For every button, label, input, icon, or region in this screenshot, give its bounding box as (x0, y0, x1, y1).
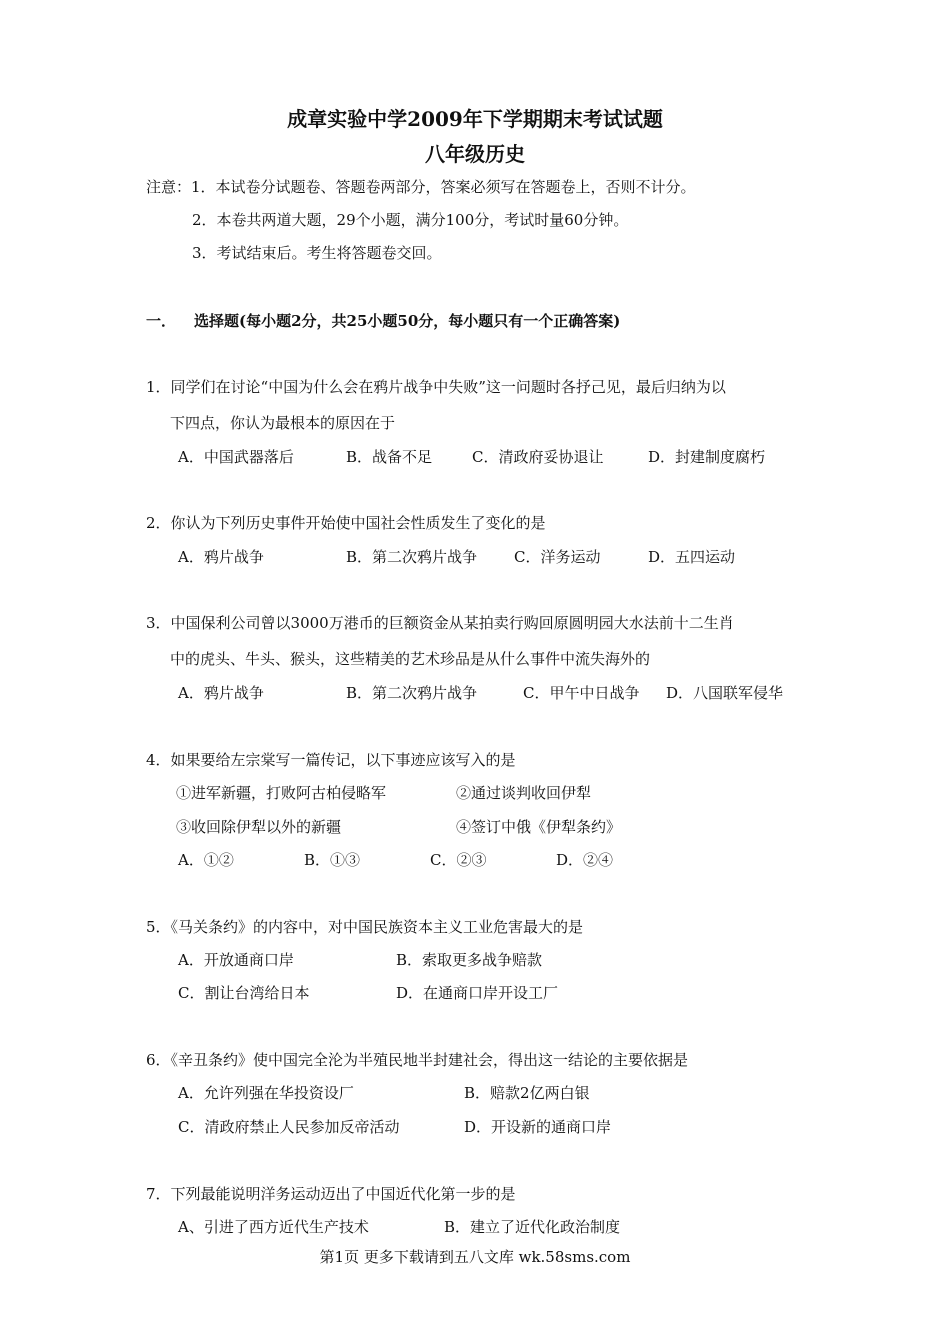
q3-option-b: B．第二次鸦片战争 (346, 684, 478, 702)
q3-option-c: C．甲午中日战争 (523, 684, 640, 702)
q1-stem-line2: 下四点，你认为最根本的原因在于 (170, 414, 396, 432)
q4-option-a: A．①② (178, 851, 234, 869)
q3-stem-line1: 3．中国保利公司曾以3000万港币的巨额资金从某拍卖行购回原圆明园大水法前十二生肖 (146, 614, 734, 632)
q4-statement-1: ①进军新疆，打败阿古柏侵略军 (176, 784, 387, 802)
note-3: 3．考试结束后。考生将答题卷交回。 (192, 244, 442, 262)
q3-option-d: D．八国联军侵华 (666, 684, 784, 702)
q2-option-a: A．鸦片战争 (178, 548, 264, 566)
q5-option-b: B．索取更多战争赔款 (396, 951, 543, 969)
q4-statement-3: ③收回除伊犁以外的新疆 (176, 818, 342, 836)
note-2: 2．本卷共两道大题，29个小题，满分100分，考试时量60分钟。 (192, 211, 629, 229)
q3-option-a: A．鸦片战争 (178, 684, 264, 702)
exam-subtitle: 八年级历史 (425, 142, 525, 166)
q6-option-d: D．开设新的通商口岸 (464, 1118, 612, 1136)
q5-option-d: D．在通商口岸开设工厂 (396, 984, 559, 1002)
q7-option-a: A、引进了西方近代生产技术 (178, 1218, 369, 1236)
q4-statement-2: ②通过谈判收回伊犁 (456, 784, 592, 802)
note-1: 注意：1．本试卷分试题卷、答题卷两部分，答案必须写在答题卷上，否则不计分。 (146, 178, 696, 196)
exam-title: 成章实验中学2009年下学期期末考试试题 (287, 107, 663, 131)
q4-option-c: C．②③ (430, 851, 487, 869)
q7-option-b: B．建立了近代化政治制度 (444, 1218, 621, 1236)
section-title: 选择题(每小题2分，共25小题50分，每小题只有一个正确答案) (194, 312, 621, 330)
q5-stem: 5．《马关条约》的内容中，对中国民族资本主义工业危害最大的是 (146, 918, 584, 936)
q2-option-d: D．五四运动 (648, 548, 736, 566)
q1-option-c: C．清政府妥协退让 (472, 448, 604, 466)
q4-stem: 4．如果要给左宗棠写一篇传记，以下事迹应该写入的是 (146, 751, 516, 769)
q4-option-d: D．②④ (556, 851, 614, 869)
q5-option-c: C．割让台湾给日本 (178, 984, 310, 1002)
q6-option-b: B．赔款2亿两白银 (464, 1084, 590, 1102)
q6-stem: 6．《辛丑条约》使中国完全沦为半殖民地半封建社会，得出这一结论的主要依据是 (146, 1051, 689, 1069)
q1-option-b: B．战备不足 (346, 448, 433, 466)
q2-option-c: C．洋务运动 (514, 548, 601, 566)
q2-option-b: B．第二次鸦片战争 (346, 548, 478, 566)
q7-stem: 7．下列最能说明洋务运动迈出了中国近代化第一步的是 (146, 1185, 516, 1203)
page-footer: 第1页 更多下载请到五八文库 wk.58sms.com (319, 1248, 631, 1266)
q3-stem-line2: 中的虎头、牛头、猴头，这些精美的艺术珍品是从什么事件中流失海外的 (170, 650, 651, 668)
q5-option-a: A．开放通商口岸 (178, 951, 294, 969)
q1-stem-line1: 1．同学们在讨论“中国为什么会在鸦片战争中失败”这一问题时各抒己见，最后归纳为以 (146, 378, 726, 396)
q6-option-c: C．清政府禁止人民参加反帝活动 (178, 1118, 400, 1136)
q2-stem: 2．你认为下列历史事件开始使中国社会性质发生了变化的是 (146, 514, 546, 532)
q1-option-d: D．封建制度腐朽 (648, 448, 766, 466)
q4-option-b: B．①③ (304, 851, 361, 869)
q4-statement-4: ④签订中俄《伊犁条约》 (456, 818, 622, 836)
section-number: 一． (146, 312, 177, 330)
q1-option-a: A．中国武器落后 (178, 448, 294, 466)
q6-option-a: A．允许列强在华投资设厂 (178, 1084, 354, 1102)
